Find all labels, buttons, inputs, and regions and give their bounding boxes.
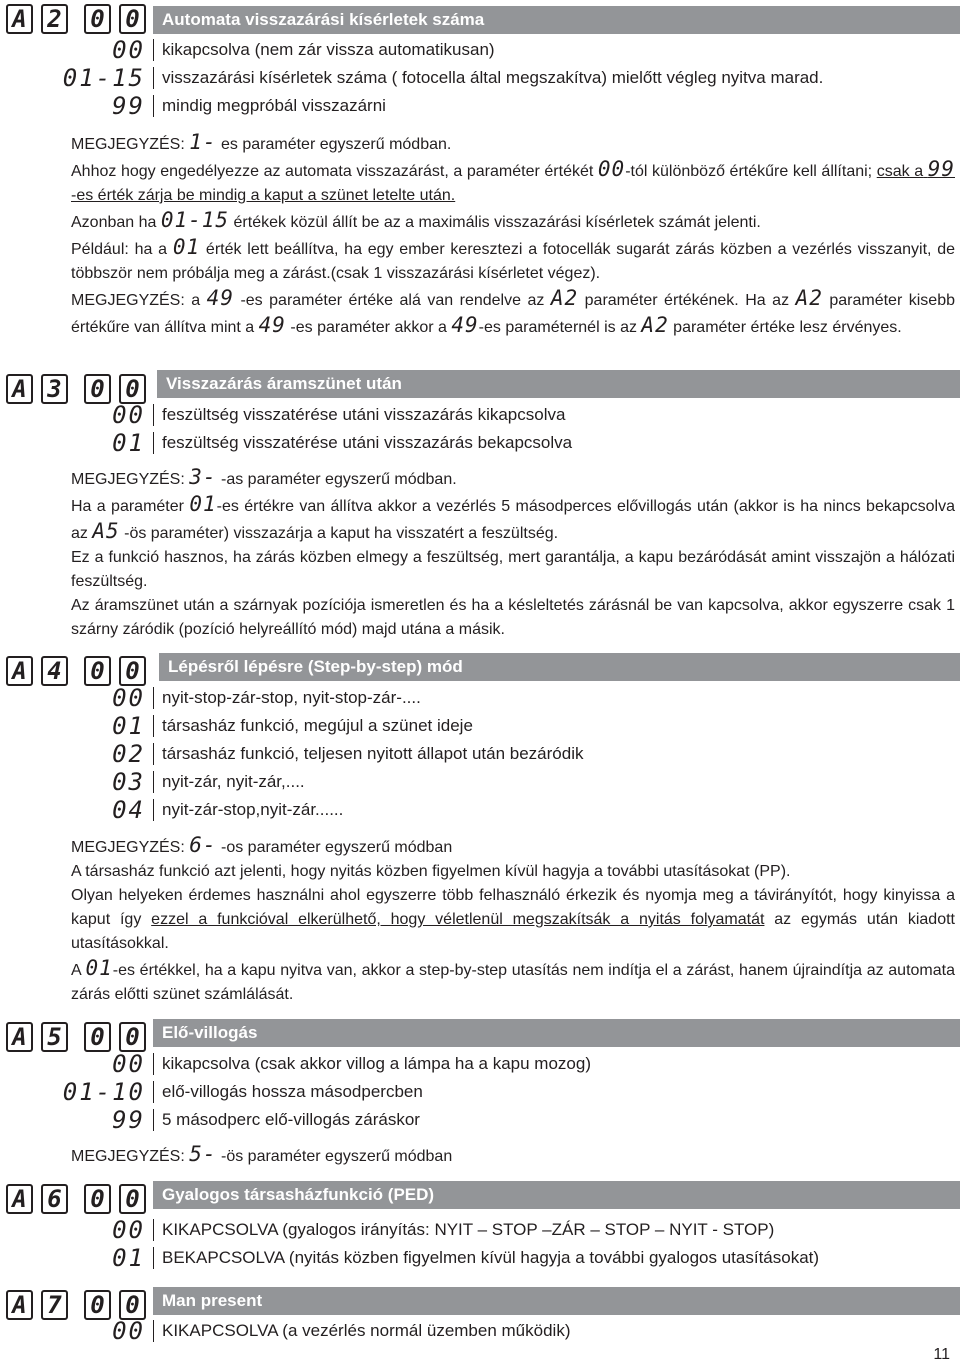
option-value: 00 bbox=[112, 684, 145, 712]
lcd-digit: A bbox=[6, 1022, 33, 1052]
notes bbox=[71, 465, 955, 642]
option-row bbox=[0, 37, 960, 63]
lcd-digit: 2 bbox=[41, 4, 68, 34]
lcd-code bbox=[6, 1184, 154, 1214]
option-value: 03 bbox=[112, 768, 145, 796]
option-value: 99 bbox=[112, 92, 145, 120]
section-title: Visszazárás áramszünet után bbox=[157, 370, 960, 398]
lcd-code bbox=[6, 656, 154, 686]
section-a2 bbox=[0, 0, 960, 350]
option-value: 01-10 bbox=[62, 1078, 145, 1106]
notes bbox=[71, 1142, 955, 1169]
option-row bbox=[0, 402, 960, 428]
option-desc: nyit-stop-zár-stop, nyit-stop-zár-.... bbox=[162, 688, 421, 707]
option-desc: BEKAPCSOLVA (nyitás közben figyelmen kívül hagyja a további gyalogos utasításokat) bbox=[162, 1248, 820, 1267]
lcd-code bbox=[6, 1290, 154, 1320]
option-value: 00 bbox=[112, 401, 145, 429]
option-row bbox=[0, 741, 960, 767]
lcd-digit: 0 bbox=[119, 1184, 146, 1214]
option-desc: kikapcsolva (nem zár vissza automatikusan) bbox=[162, 40, 495, 59]
option-value: 04 bbox=[112, 796, 145, 824]
option-value: 99 bbox=[112, 1106, 145, 1134]
notes bbox=[71, 833, 955, 1007]
option-row bbox=[0, 65, 960, 91]
option-row bbox=[0, 430, 960, 456]
option-desc: KIKAPCSOLVA (a vezérlés normál üzemben működik) bbox=[162, 1321, 571, 1340]
lcd-code bbox=[6, 4, 154, 34]
lcd-digit: 6 bbox=[41, 1184, 68, 1214]
lcd-code bbox=[6, 374, 154, 404]
option-desc: KIKAPCSOLVA (gyalogos irányítás: NYIT – STOP –ZÁR – STOP – NYIT - STOP) bbox=[162, 1220, 775, 1239]
lcd-digit: 0 bbox=[84, 4, 111, 34]
option-value: 00 bbox=[112, 1050, 145, 1078]
note-line: MEGJEGYZÉS: 5- -ös paraméter egyszerű módban bbox=[71, 1142, 453, 1166]
paragraph: A társasház funkció azt jelenti, hogy nyitás közben figyelmen kívül hagyja a további utasításokat (PP). bbox=[71, 863, 791, 880]
paragraph: Az áramszünet után a szárnyak pozíciója ismeretlen és ha a késleltetés zárásnál be van kapcsolva, akkor egyszerre csak 1 szárny záródik (pozíció helyreállító mód) majd utána a másik. bbox=[71, 597, 955, 638]
paragraph: Azonban ha 01-15 értékek közül állít be az a maximális visszazárási kísérletek számát jelenti. bbox=[71, 208, 761, 232]
paragraph: Például: ha a 01 érték lett beállítva, ha egy ember keresztezi a fotocellák sugarát zárás közben a vezérlés visszanyit, de többször nem próbálja meg a zárást.(csak 1 visszazárási kísérletet végez). bbox=[71, 235, 956, 282]
option-value: 02 bbox=[112, 740, 145, 768]
option-desc: feszültség visszatérése utáni visszazárás bekapcsolva bbox=[162, 433, 573, 452]
section-title: Gyalogos társasházfunkció (PED) bbox=[153, 1181, 960, 1209]
lcd-digit: 5 bbox=[41, 1022, 68, 1052]
lcd-digit: A bbox=[6, 1290, 33, 1320]
page-number: 11 bbox=[933, 1346, 950, 1363]
option-row bbox=[0, 1051, 960, 1077]
lcd-digit: A bbox=[6, 374, 33, 404]
lcd-digit: 0 bbox=[84, 1290, 111, 1320]
option-row bbox=[0, 1079, 960, 1105]
section-title: Elő-villogás bbox=[153, 1019, 960, 1047]
lcd-digit: 4 bbox=[41, 656, 68, 686]
option-desc: nyit-zár-stop,nyit-zár...... bbox=[162, 800, 344, 819]
option-desc: 5 másodperc elő-villogás záráskor bbox=[162, 1110, 420, 1129]
option-desc: nyit-zár, nyit-zár,.... bbox=[162, 772, 305, 791]
paragraph: Ha a paraméter 01-es értékre van állítva akkor a vezérlés 5 másodperces elővillogás után (akkor is ha nincs bekapcsolva az A5 -ös paraméter) visszazárja a kaput ha visszatért a feszültség. bbox=[71, 492, 956, 543]
section-a7 bbox=[0, 1284, 960, 1350]
option-row bbox=[0, 1107, 960, 1133]
lcd-digit: 0 bbox=[119, 1290, 146, 1320]
option-desc: elő-villogás hossza másodpercben bbox=[162, 1082, 423, 1101]
option-desc: társasház funkció, teljesen nyitott állapot után bezáródik bbox=[162, 744, 584, 763]
notes bbox=[71, 130, 955, 340]
section-a6 bbox=[0, 1178, 960, 1270]
paragraph: Olyan helyeken érdemes használni ahol egyszerre több felhasználó érkezik és nyomja meg a távirányítót, hogy kinyissa a kaput így ezzel a funkcióval elkerülhető, hogy véletlenül megszakítsák a nyitás folyamatát az egymás után kiadott utasításokkal. bbox=[71, 887, 955, 952]
paragraph: Ez a funkció hasznos, ha zárás közben elmegy a feszültség, mert garantálja, a kapu bezáródását amint visszajön a hálózati feszültség. bbox=[71, 549, 955, 590]
section-title: Automata visszazárási kísérletek száma bbox=[153, 6, 960, 34]
paragraph: A 01-es értékkel, ha a kapu nyitva van, akkor a step-by-step utasítás nem indítja el a zárást, hanem újraindítja az automata zárás előtti szünet számlálását. bbox=[71, 956, 955, 1003]
option-desc: kikapcsolva (csak akkor villog a lámpa ha a kapu mozog) bbox=[162, 1054, 591, 1073]
lcd-digit: 0 bbox=[119, 4, 146, 34]
lcd-digit: 0 bbox=[84, 656, 111, 686]
lcd-digit: 0 bbox=[84, 1022, 111, 1052]
option-desc: visszazárási kísérletek száma ( fotocella által megszakítva) mielőtt végleg nyitva marad. bbox=[162, 68, 824, 87]
lcd-digit: 0 bbox=[119, 1022, 146, 1052]
option-row bbox=[0, 93, 960, 119]
option-value: 01 bbox=[112, 1244, 145, 1272]
option-desc: mindig megpróbál visszazárni bbox=[162, 96, 386, 115]
lcd-digit: 0 bbox=[119, 656, 146, 686]
note-line: MEGJEGYZÉS: 1- es paraméter egyszerű módban. bbox=[71, 130, 452, 154]
option-row bbox=[0, 713, 960, 739]
note-line: MEGJEGYZÉS: 6- -os paraméter egyszerű módban bbox=[71, 833, 453, 857]
section-title: Lépésről lépésre (Step-by-step) mód bbox=[159, 653, 960, 681]
option-value: 00 bbox=[112, 36, 145, 64]
lcd-digit: A bbox=[6, 4, 33, 34]
option-value: 01-15 bbox=[62, 64, 145, 92]
lcd-digit: A bbox=[6, 656, 33, 686]
option-value: 00 bbox=[112, 1216, 145, 1244]
option-value: 01 bbox=[112, 429, 145, 457]
section-a3 bbox=[0, 368, 960, 638]
section-a5 bbox=[0, 1016, 960, 1176]
option-row bbox=[0, 1318, 960, 1344]
option-desc: feszültség visszatérése utáni visszazárás kikapcsolva bbox=[162, 405, 566, 424]
option-value: 00 bbox=[112, 1317, 145, 1345]
lcd-digit: 0 bbox=[84, 374, 111, 404]
section-a4 bbox=[0, 650, 960, 1010]
option-desc: társasház funkció, megújul a szünet ideje bbox=[162, 716, 473, 735]
lcd-digit: A bbox=[6, 1184, 33, 1214]
paragraph: MEGJEGYZÉS: a 49 -es paraméter értéke alá van rendelve az A2 paraméter értékének. Ha az A2 paraméter kisebb értékűre van állítva mint a 49 -es paraméter akkor a 49-es paraméternél is az A2 paraméter értéke lesz érvényes. bbox=[71, 286, 955, 337]
section-title: Man present bbox=[153, 1287, 960, 1315]
option-row bbox=[0, 685, 960, 711]
lcd-code bbox=[6, 1022, 154, 1052]
option-row bbox=[0, 797, 960, 823]
note-line: MEGJEGYZÉS: 3- -as paraméter egyszerű módban. bbox=[71, 465, 457, 489]
lcd-digit: 7 bbox=[41, 1290, 68, 1320]
option-row bbox=[0, 769, 960, 795]
lcd-digit: 0 bbox=[84, 1184, 111, 1214]
lcd-digit: 3 bbox=[41, 374, 68, 404]
option-value: 01 bbox=[112, 712, 145, 740]
option-row bbox=[0, 1245, 960, 1271]
lcd-digit: 0 bbox=[119, 374, 146, 404]
paragraph: Ahhoz hogy engedélyezze az automata visszazárást, a paraméter értékét 00-tól különböző értékűre kell állítani; csak a 99 -es érték zárja be mindig a kaput a szünet letelte után. bbox=[71, 157, 955, 204]
option-row bbox=[0, 1217, 960, 1243]
